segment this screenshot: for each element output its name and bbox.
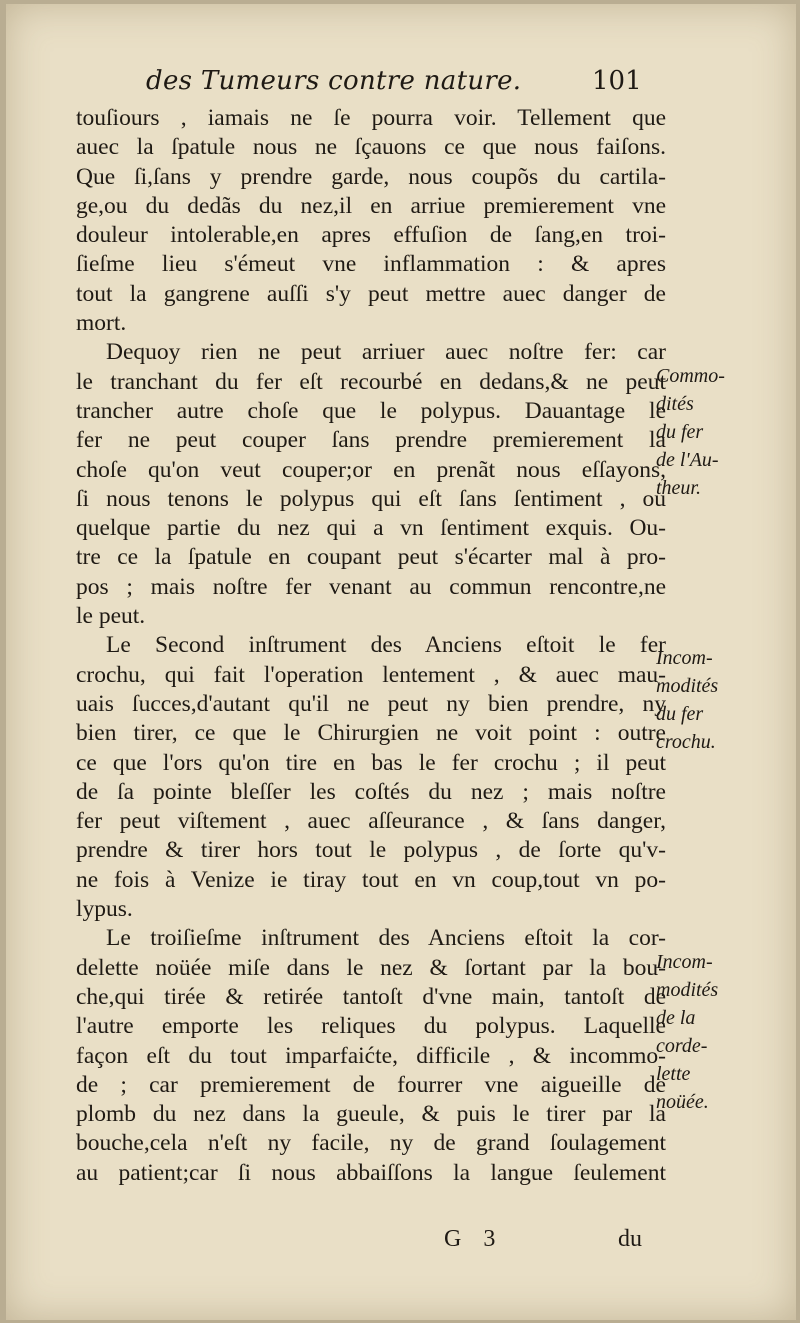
text-line: ſi nous tenons le polypus qui eſt ſans ſentiment , ou bbox=[76, 485, 666, 512]
margin-note-line: lette bbox=[656, 1063, 691, 1085]
text-line: pos ; mais noſtre fer venant au commun rencontre,ne bbox=[76, 573, 666, 600]
margin-note-line: modités bbox=[656, 979, 719, 1001]
text-line: auec la ſpatule nous ne ſçauons ce que nous faiſons. bbox=[76, 134, 666, 161]
paragraph-start: Le troiſieſme inſtrument des Anciens eſtoit la cor- bbox=[106, 925, 666, 952]
text-line: tout la gangrene auſſi s'y peut mettre auec danger de bbox=[76, 280, 666, 307]
margin-note-line: modités bbox=[656, 675, 719, 697]
paragraph-start: Dequoy rien ne peut arriuer auec noſtre fer: car bbox=[106, 339, 666, 366]
text-line: ſieſme lieu s'émeut vne inflammation : & apres bbox=[76, 251, 666, 278]
page-number: 101 bbox=[592, 66, 642, 96]
margin-note-line: du fer bbox=[656, 421, 704, 443]
body-text bbox=[76, 104, 666, 1188]
text-line: douleur intolerable,en apres effuſion de ſang,en troi- bbox=[76, 222, 666, 249]
margin-note bbox=[656, 362, 725, 502]
signature-mark: G 3 bbox=[444, 1226, 504, 1252]
margin-note-line: Incom- bbox=[656, 647, 713, 669]
text-line: touſiours , iamais ne ſe pourra voir. Tellement que bbox=[76, 105, 666, 131]
text-line: uais ſucces,d'autant qu'il ne peut ny bien prendre, ny bbox=[76, 690, 666, 717]
paragraph-start: Le Second inſtrument des Anciens eſtoit le fer bbox=[106, 632, 666, 659]
text-line: façon eſt du tout imparfaićte, difficile , & incommo- bbox=[76, 1042, 666, 1069]
text-line: choſe qu'on veut couper;or en prenãt nous eſſayons, bbox=[76, 456, 666, 483]
margin-note-line: theur. bbox=[656, 477, 701, 499]
text-line: bien tirer, ce que le Chirurgien ne voit point : outre bbox=[76, 720, 666, 747]
text-line: che,qui tirée & retirée tantoſt d'vne main, tantoſt de bbox=[76, 983, 666, 1010]
margin-note-line: Incom- bbox=[656, 951, 713, 973]
text-line: bouche,cela n'eſt ny facile, ny de grand ſoulagement bbox=[76, 1130, 666, 1157]
catchword: du bbox=[618, 1226, 642, 1252]
text-line: trancher autre choſe que le polypus. Dauantage le bbox=[76, 397, 666, 424]
margin-note-line: dités bbox=[656, 393, 694, 415]
margin-note bbox=[656, 948, 718, 1116]
text-line: au patient;car ſi nous abbaiſſons la langue ſeulement bbox=[76, 1159, 666, 1186]
text-line: Que ſi,ſans y prendre garde, nous coupõs du cartila- bbox=[76, 163, 666, 190]
text-line: de ſa pointe bleſſer les coſtés du nez ; mais noſtre bbox=[76, 778, 666, 805]
text-line: quelque partie du nez qui a vn ſentiment exquis. Ou- bbox=[76, 515, 666, 542]
text-line: mort. bbox=[76, 310, 127, 337]
text-line: l'autre emporte les reliques du polypus. Laquelle bbox=[76, 1013, 666, 1040]
text-line: tre ce la ſpatule en coupant peut s'écarter mal à pro- bbox=[76, 544, 666, 571]
margin-note bbox=[656, 644, 718, 756]
margin-note-line: de la bbox=[656, 1007, 696, 1029]
text-line: plomb du nez dans la gueule, & puis le tirer par la bbox=[76, 1101, 666, 1128]
margin-note-line: Commo- bbox=[656, 365, 725, 387]
text-line: fer ne peut couper ſans prendre premierement la bbox=[76, 427, 666, 454]
text-line: delette noüée miſe dans le nez & ſortant par la bou- bbox=[76, 954, 666, 981]
text-line: ce que l'ors qu'on tire en bas le fer crochu ; il peut bbox=[76, 749, 666, 776]
text-line: le peut. bbox=[76, 603, 146, 630]
page-header bbox=[6, 66, 796, 106]
running-title: des Tumeurs contre nature. bbox=[146, 66, 522, 96]
text-line: prendre & tirer hors tout le polypus , de ſorte qu'v- bbox=[76, 837, 666, 864]
page-footer bbox=[6, 1226, 796, 1260]
margin-note-line: du fer bbox=[656, 703, 704, 725]
book-page bbox=[6, 4, 796, 1320]
text-line: de ; car premierement de fourrer vne aigueille de bbox=[76, 1071, 666, 1098]
text-line: fer peut viſtement , auec aſſeurance , & ſans danger, bbox=[76, 808, 666, 835]
margin-note-line: corde- bbox=[656, 1035, 708, 1057]
text-line: le tranchant du fer eſt recourbé en dedans,& ne peut bbox=[76, 368, 666, 395]
text-line: ne fois à Venize ie tiray tout en vn coup,tout vn po- bbox=[76, 866, 666, 893]
text-line: lypus. bbox=[76, 896, 133, 923]
margin-note-line: de l'Au- bbox=[656, 449, 719, 471]
margin-note-line: noüée. bbox=[656, 1091, 709, 1113]
margin-note-line: crochu. bbox=[656, 731, 716, 753]
text-line: crochu, qui fait l'operation lentement , & auec mau- bbox=[76, 661, 666, 688]
text-line: ge,ou du dedãs du nez,il en arriue premierement vne bbox=[76, 192, 666, 219]
